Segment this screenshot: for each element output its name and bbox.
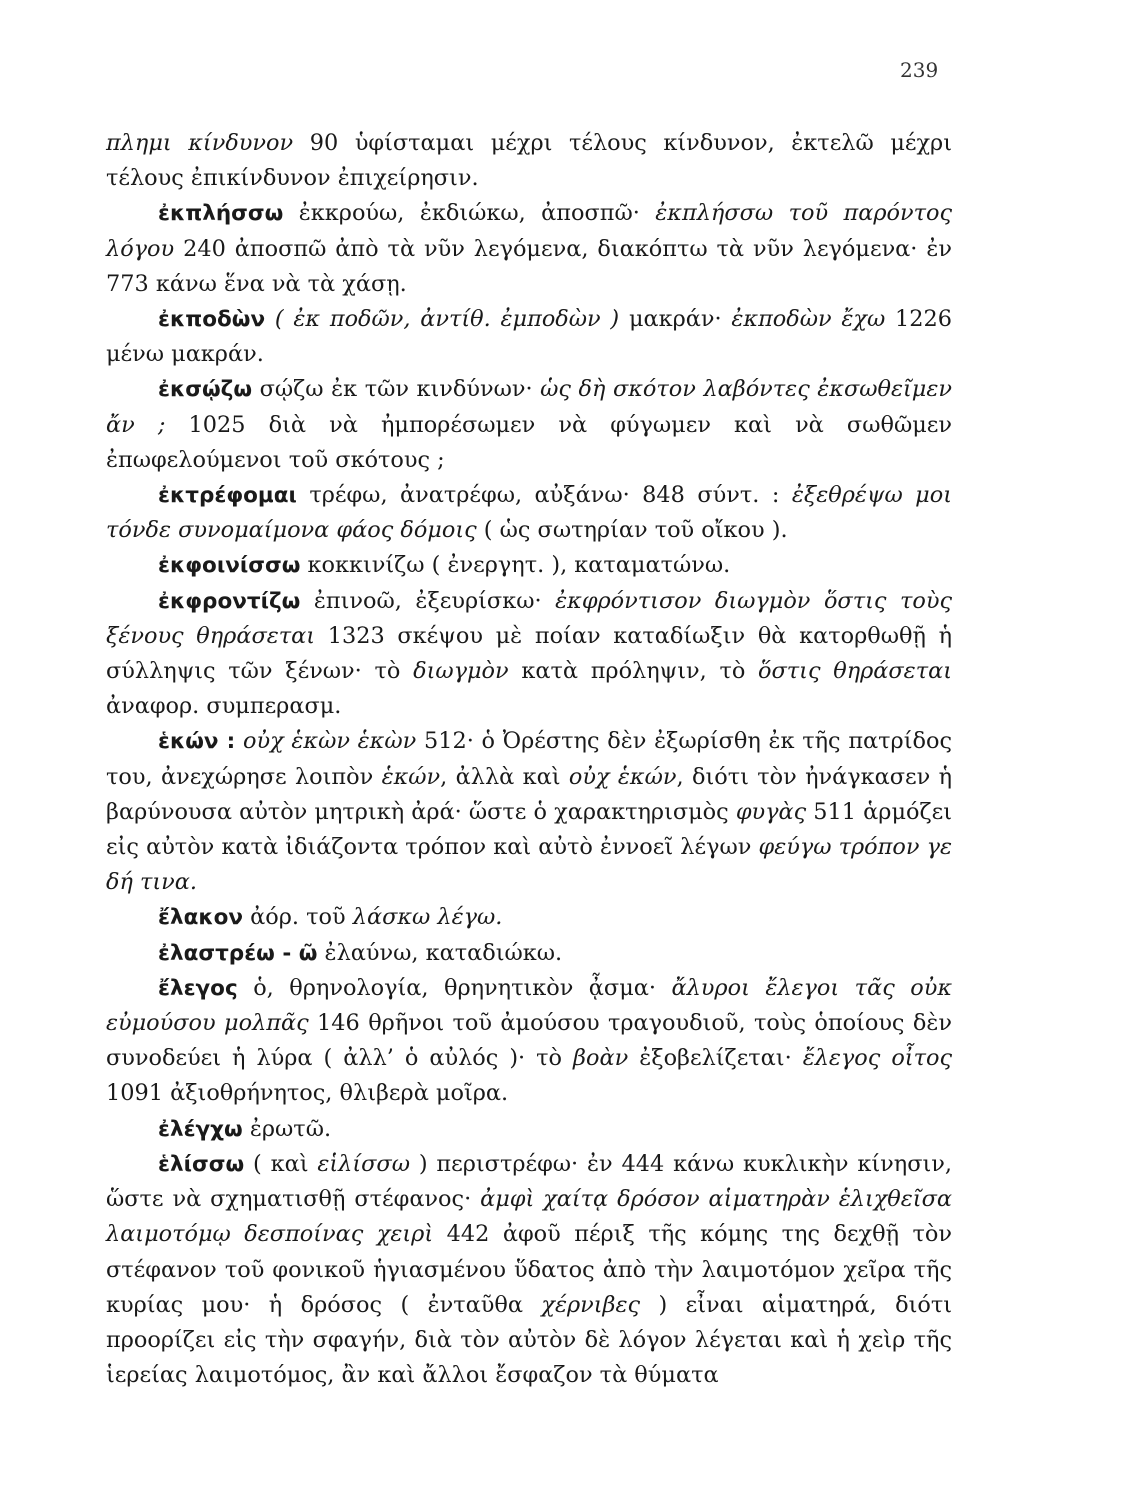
italic-quote: βοὰν bbox=[573, 1045, 629, 1072]
italic-quote: φεύγω τρόπον γε δή τινα. bbox=[106, 834, 953, 896]
italic-quote: ὡς δὴ σκότον λαβόντες ἐκσωθεῖμεν ἄν ; bbox=[106, 376, 952, 438]
entry-text: ἐκκρούω, ἐκδιώκω, ἀποσπῶ· bbox=[283, 200, 656, 227]
italic-quote: ἄλυροι ἔλεγοι τᾶς οὐκ εὐμούσου μολπᾶς bbox=[106, 974, 952, 1037]
entry-text: ( καὶ bbox=[244, 1150, 318, 1177]
italic-quote: φυγὰς bbox=[735, 798, 807, 825]
italic-quote: λάσκω λέγω. bbox=[352, 904, 503, 931]
italic-quote: εἱλίσσω bbox=[317, 1150, 410, 1177]
entry-headword: ἔλεγος bbox=[158, 975, 238, 1001]
dictionary-entry bbox=[106, 584, 952, 725]
entry-headword: ἑλίσσω bbox=[158, 1151, 245, 1177]
entry-headword: ἐκτρέφομαι bbox=[158, 483, 297, 509]
entry-text: 1226 μένω μακράν. bbox=[106, 306, 952, 368]
entry-headword: ἔλακον bbox=[158, 905, 244, 931]
italic-quote: χέρνιβες bbox=[541, 1291, 641, 1318]
entry-headword: ἑκών : bbox=[158, 729, 236, 755]
entry-text: κατὰ πρόληψιν, τὸ bbox=[508, 658, 759, 685]
entry-headword: ἐλέγχω bbox=[158, 1116, 243, 1142]
italic-quote: ἐκπλήσσω τοῦ παρόντος λόγου bbox=[106, 200, 952, 262]
entry-text: 1091 ἀξιοθρήνητος, θλιβερὰ μοῖρα. bbox=[106, 1080, 509, 1107]
entry-text: 1323 σκέψου μὲ ποίαν καταδίωξιν θὰ κατορθωθῇ ἡ σύλληψις τῶν ξένων· τὸ bbox=[106, 622, 952, 685]
dictionary-entry bbox=[106, 1112, 952, 1147]
entry-text: ) εἶναι αἱματηρά, διότι προορίζει εἰς τὴν σφαγήν, διὰ τὸν αὐτὸν δὲ λόγον λέγεται καὶ ἡ χεὶρ τῆς ἱερείας λαιμοτόμος, ἂν καὶ ἄλλοι ἔσφαζον τὰ θύματα bbox=[106, 1291, 952, 1389]
entry-text: ἐλαύνω, καταδιώκω. bbox=[317, 939, 563, 966]
entry-text: ) περιστρέφω· ἐν 444 κάνω κυκλικὴν κίνησιν, ὥστε νὰ σχηματισθῇ στέφανος· bbox=[106, 1150, 952, 1213]
dictionary-entry bbox=[106, 971, 952, 1112]
entry-text: ( ὡς σωτηρίαν τοῦ οἴκου ). bbox=[476, 517, 788, 544]
entry-text: 512· ὁ Ὀρέστης δὲν ἐξωρίσθη ἐκ τῆς πατρίδος του, ἀνεχώρησε λοιπὸν bbox=[106, 728, 952, 790]
entry-text: κοκκινίζω ( ἐνεργητ. ), καταματώνω. bbox=[300, 552, 731, 579]
italic-quote: ἐκποδὼν ἔχω bbox=[731, 306, 886, 333]
italic-quote: ( ἐκ ποδῶν, ἀντίθ. ἐμποδὼν ) bbox=[265, 306, 620, 333]
entry-headword: ἐκφοινίσσω bbox=[158, 553, 301, 579]
entry-headword: ἐκποδὼν bbox=[158, 307, 266, 333]
entry-text: τρέφω, ἀνατρέφω, αὐξάνω· 848 σύντ. : bbox=[296, 482, 792, 509]
entry-text: ἐξοβελίζεται· bbox=[628, 1045, 803, 1072]
dictionary-entry bbox=[106, 936, 952, 971]
italic-quote: διωγμὸν bbox=[413, 658, 509, 685]
entry-headword: ἐλαστρέω - ῶ bbox=[158, 940, 318, 966]
italic-quote: ἐξεθρέψω μοι τόνδε συνομαίμονα φάος δόμοις bbox=[106, 482, 952, 544]
entry-text: 240 ἀποσπῶ ἀπὸ τὰ νῦν λεγόμενα, διακόπτω τὰ νῦν λεγόμενα· ἐν 773 κάνω ἕνα νὰ τὰ χάσῃ. bbox=[106, 235, 952, 297]
entry-text: 442 ἀφοῦ πέριξ τῆς κόμης της δεχθῇ τὸν στέφανον τοῦ φονικοῦ ἡγιασμένου ὕδατος ἀπὸ τὴν λαιμοτόμον χεῖρα τῆς κυρίας μου· ἡ δρόσος ( ἐνταῦθα bbox=[106, 1221, 952, 1318]
entry-continuation bbox=[106, 126, 952, 196]
italic-quote: ἐκφρόντισον διωγμὸν ὅστις τοὺς ξένους θηράσεται bbox=[106, 587, 952, 649]
dictionary-entry bbox=[106, 372, 952, 478]
entry-text: ἐρωτῶ. bbox=[242, 1115, 332, 1142]
entry-text: ὁ, θρηνολογία, θρηνητικὸν ᾆσμα· bbox=[237, 974, 672, 1001]
italic-quote: ὅστις θηράσεται bbox=[758, 658, 952, 685]
italic-quote: πλημι κίνδυνον bbox=[106, 130, 294, 156]
entry-headword: ἐκφροντίζω bbox=[158, 588, 301, 614]
entry-headword: ἐκσῴζω bbox=[158, 377, 253, 403]
entry-text: ἀναφορ. συμπερασμ. bbox=[106, 693, 342, 720]
italic-quote: οὐχ ἑκὼν ἑκὼν bbox=[235, 728, 417, 755]
page-number: 239 bbox=[900, 58, 939, 82]
entry-text: 511 ἁρμόζει εἰς αὐτὸν κατὰ ἰδιάζοντα τρόπον καὶ αὐτὸ ἐννοεῖ λέγων bbox=[106, 798, 953, 861]
dictionary-entry bbox=[106, 900, 952, 935]
italic-quote: ἔλεγος οἶτος bbox=[802, 1045, 952, 1072]
dictionary-entry bbox=[106, 1147, 952, 1393]
entry-text: σῴζω ἐκ τῶν κινδύνων· bbox=[252, 376, 541, 403]
dictionary-text bbox=[106, 126, 952, 1393]
entry-text: ἀόρ. τοῦ bbox=[243, 904, 353, 931]
entry-text: , διότι τὸν ἠνάγκασεν ἡ βαρύνουσα αὐτὸν μητρικὴ ἀρά· ὥστε ὁ χαρακτηρισμὸς bbox=[106, 763, 952, 825]
dictionary-entry bbox=[106, 302, 952, 372]
entry-text: μακράν· bbox=[619, 306, 732, 333]
entry-text: 146 θρῆνοι τοῦ ἀμούσου τραγουδιοῦ, τοὺς ὁποίους δὲν συνοδεύει ἡ λύρα ( ἀλλ’ ὁ αὐλός )· τὸ bbox=[106, 1010, 952, 1072]
entry-text: 90 ὑφίσταμαι μέχρι τέλους κίνδυνον, ἐκτελῶ μέχρι τέλους ἐπικίνδυνον ἐπιχείρησιν. bbox=[106, 130, 953, 192]
dictionary-entry bbox=[106, 548, 952, 583]
italic-quote: οὐχ ἑκών bbox=[568, 763, 677, 790]
entry-text: 1025 διὰ νὰ ἠμπορέσωμεν νὰ φύγωμεν καὶ νὰ σωθῶμεν ἐπωφελούμενοι τοῦ σκότους ; bbox=[106, 411, 952, 473]
entry-text: ἐπινοῶ, ἐξευρίσκω· bbox=[300, 587, 556, 614]
dictionary-entry bbox=[106, 196, 952, 302]
dictionary-entry bbox=[106, 478, 952, 548]
entry-headword: ἐκπλήσσω bbox=[158, 201, 284, 227]
italic-quote: ἀμφὶ χαίτᾳ δρόσον αἱματηρὰν ἑλιχθεῖσα λαιμοτόμῳ δεσποίνας χειρὶ bbox=[106, 1186, 952, 1248]
entry-text: , ἀλλὰ καὶ bbox=[440, 763, 569, 790]
dictionary-entry bbox=[106, 724, 952, 900]
italic-quote: ἑκών bbox=[381, 763, 441, 790]
